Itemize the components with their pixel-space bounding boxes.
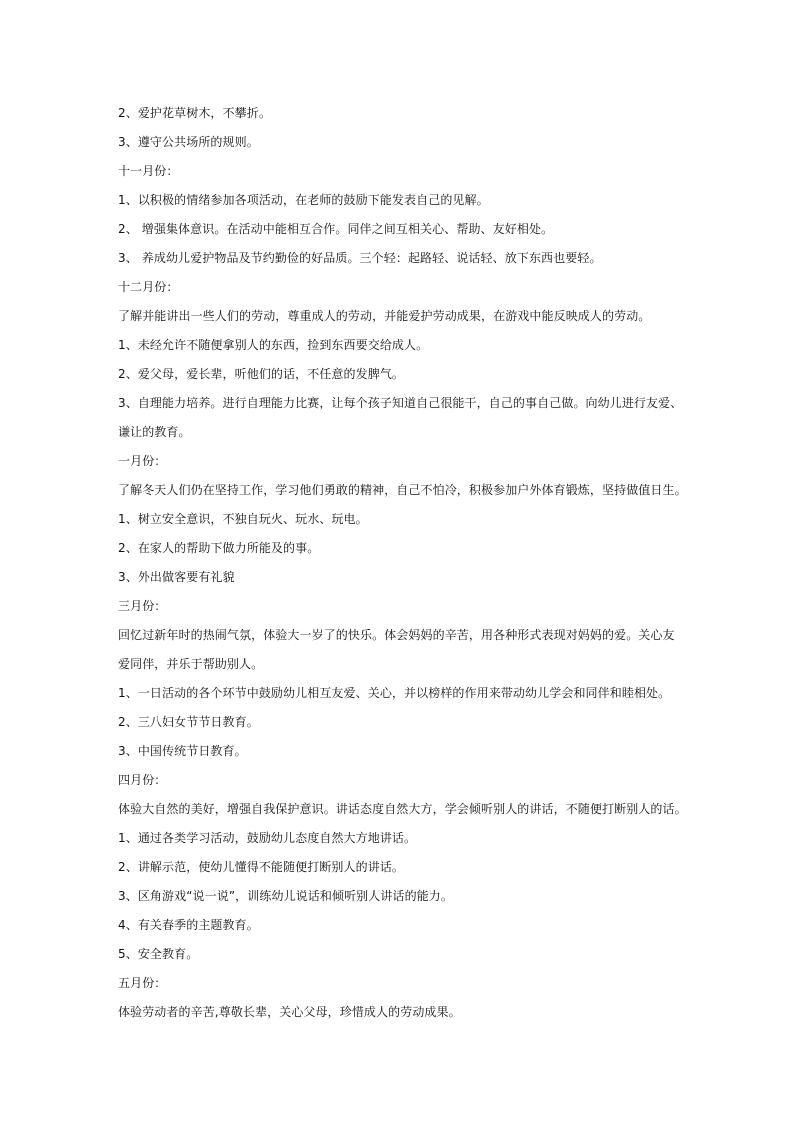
text-line: 谦让的教育。 (118, 425, 191, 439)
text-line: 1、通过各类学习活动，鼓励幼儿态度自然大方地讲话。 (118, 831, 417, 845)
section-heading: 一月份： (118, 454, 167, 468)
text-line: 1、树立安全意识，不独自玩火、玩水、玩电。 (118, 512, 368, 526)
text-line: 4、有关春季的主题教育。 (118, 918, 259, 932)
text-line: 3、自理能力培养。进行自理能力比赛，让每个孩子知道自己很能干，自己的事自己做。向幼儿进行友爱、 (118, 396, 683, 410)
section-heading: 五月份： (118, 976, 167, 990)
text-line: 1、一日活动的各个环节中鼓励幼儿相互友爱、关心，并以榜样的作用来带动幼儿学会和同伴和睦相处。 (118, 686, 671, 700)
text-line: 1、以积极的情绪参加各项活动，在老师的鼓励下能发表自己的见解。 (118, 193, 489, 207)
section-heading: 四月份： (118, 773, 167, 787)
text-line: 3、中国传统节日教育。 (118, 744, 247, 758)
text-line: 2、 增强集体意识。在活动中能相互合作。同伴之间互相关心、帮助、友好相处。 (118, 222, 554, 236)
text-line: 3、 养成幼儿爱护物品及节约勤俭的好品质。三个轻：起路轻、说话轻、放下东西也要轻。 (118, 251, 602, 265)
text-line: 了解并能讲出一些人们的劳动，尊重成人的劳动，并能爱护劳动成果，在游戏中能反映成人的劳动。 (118, 309, 651, 323)
text-line: 2、讲解示范，使幼儿懂得不能随便打断别人的讲话。 (118, 860, 405, 874)
section-heading: 十一月份： (118, 164, 179, 178)
text-line: 回忆过新年时的热闹气氛，体验大一岁了的快乐。体会妈妈的辛苦，用各种形式表现对妈妈的爱。关心友 (118, 628, 675, 642)
text-line: 2、爱护花草树木，不攀折。 (118, 106, 271, 120)
document-body (118, 99, 687, 1027)
text-line: 3、外出做客要有礼貌 (118, 570, 235, 584)
section-heading: 三月份： (118, 599, 167, 613)
text-line: 体验劳动者的辛苦,尊敬长辈，关心父母，珍惜成人的劳动成果。 (118, 1005, 461, 1019)
text-line: 5、安全教育。 (118, 947, 199, 961)
text-line: 了解冬天人们仍在坚持工作，学习他们勇敢的精神，自己不怕冷，积极参加户外体育锻炼，坚持做值日生。 (118, 483, 687, 497)
text-line: 体验大自然的美好，增强自我保护意识。讲话态度自然大方，学会倾听别人的讲话，不随便打断别人的话。 (118, 802, 687, 816)
text-line: 爱同伴，并乐于帮助别人。 (118, 657, 264, 671)
section-heading: 十二月份： (118, 280, 179, 294)
text-line: 1、未经允许不随便拿别人的东西，捡到东西要交给成人。 (118, 338, 429, 352)
text-line: 3、区角游戏“说一说”，训练幼儿说话和倾听别人讲话的能力。 (118, 889, 453, 903)
text-line: 2、在家人的帮助下做力所能及的事。 (118, 541, 320, 555)
text-line: 3、遵守公共场所的规则。 (118, 135, 259, 149)
text-line: 2、三八妇女节节日教育。 (118, 715, 259, 729)
text-line: 2、爱父母，爱长辈，听他们的话，不任意的发脾气。 (118, 367, 405, 381)
